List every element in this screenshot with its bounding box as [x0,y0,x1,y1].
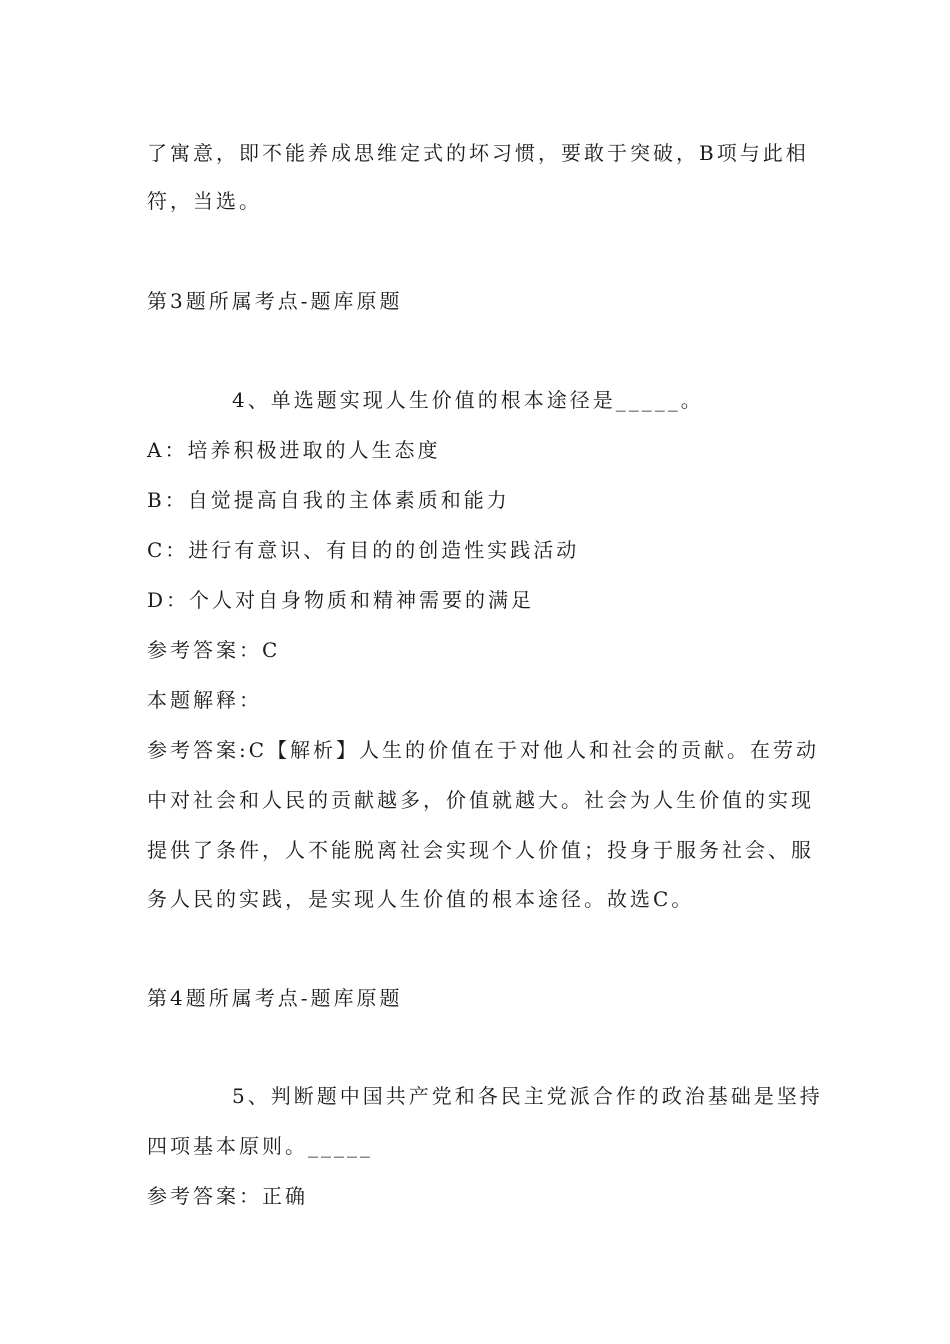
q4-topic: 第4题所属考点-题库原题 [147,986,403,1010]
prev-explanation-line-1: 了寓意，即不能养成思维定式的坏习惯，要敢于突破，B项与此相 [147,141,809,165]
q4-explanation-line-1: 参考答案:C【解析】人生的价值在于对他人和社会的贡献。在劳动 [147,738,820,762]
q4-explanation-line-4: 务人民的实践，是实现人生价值的根本途径。故选C。 [147,887,695,911]
q4-explanation-label: 本题解释： [147,688,262,712]
q4-option-d: D：个人对自身物质和精神需要的满足 [147,588,535,612]
q5-stem-line-2: 四项基本原则。_____ [147,1134,373,1158]
q3-topic: 第3题所属考点-题库原题 [147,289,403,313]
q4-option-c: C：进行有意识、有目的的创造性实践活动 [147,538,580,562]
q5-answer: 参考答案：正确 [147,1184,308,1208]
q4-explanation-line-2: 中对社会和人民的贡献越多，价值就越大。社会为人生价值的实现 [147,788,814,812]
q4-option-a: A：培养积极进取的人生态度 [147,438,441,462]
q4-explanation-line-3: 提供了条件，人不能脱离社会实现个人价值；投身于服务社会、服 [147,838,814,862]
q5-stem-line-1: 5、判断题中国共产党和各民主党派合作的政治基础是坚持 [232,1084,823,1108]
q4-answer: 参考答案：C [147,638,281,662]
q4-stem: 4、单选题实现人生价值的根本途径是_____。 [232,388,704,412]
q4-option-b: B：自觉提高自我的主体素质和能力 [147,488,510,512]
prev-explanation-line-2: 符，当选。 [147,189,262,213]
